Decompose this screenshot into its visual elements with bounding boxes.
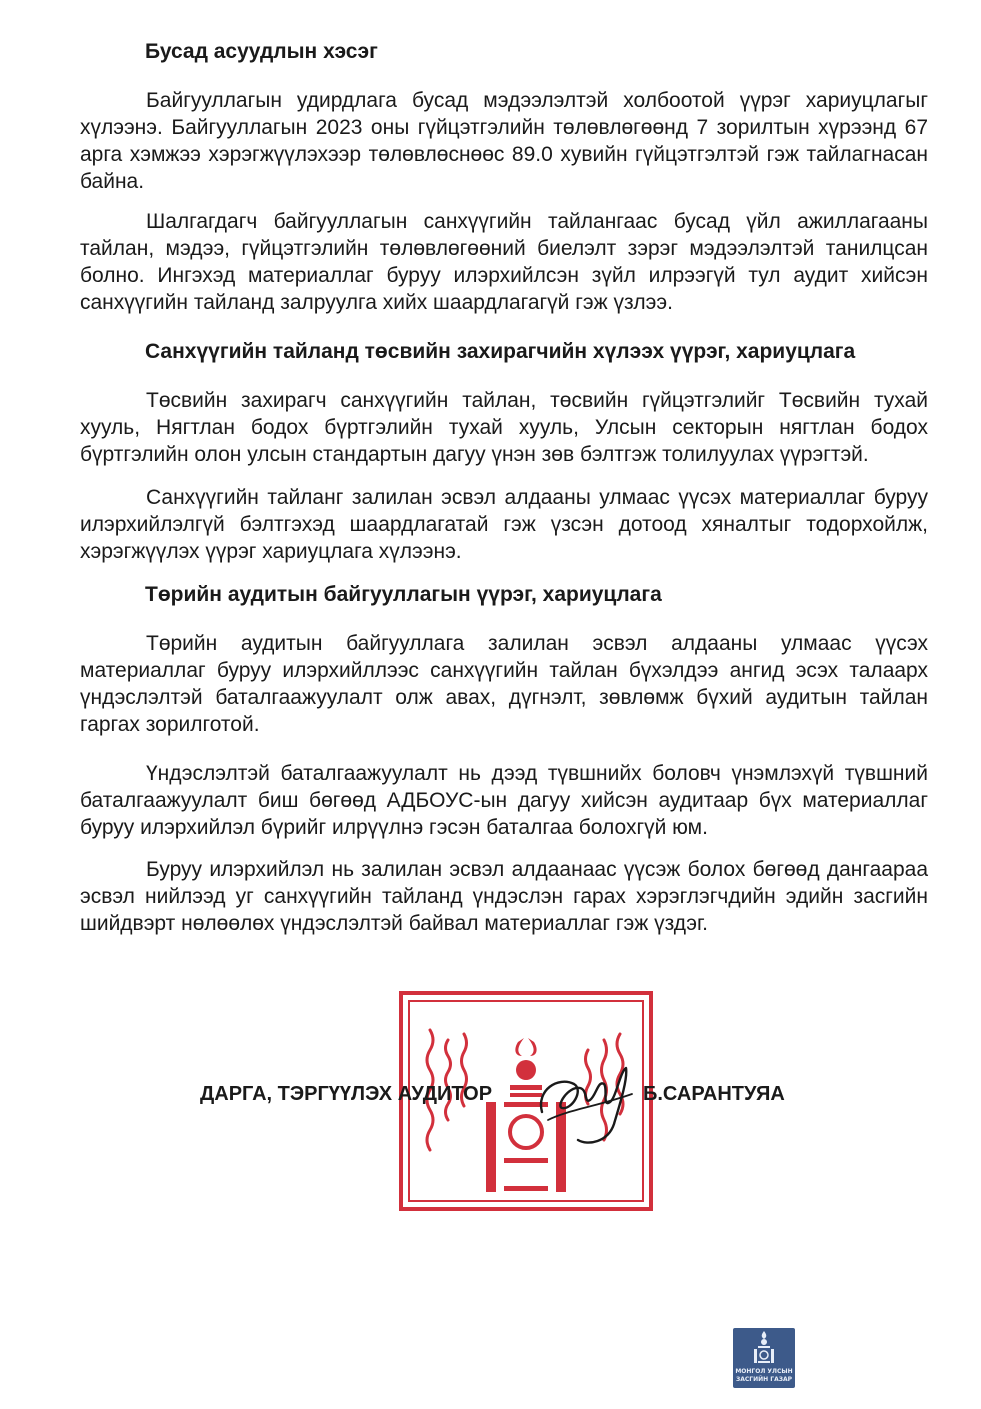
paragraph: Буруу илэрхийлэл нь залилан эсвэл алдаанаас үүсэж болох бөгөөд дангаараа эсвэл нийлээд уг санхүүгийн тайланд үндэслэн гарах хэрэглэгчдийн эдийн засгийн шийдвэрт нөлөөлөх үндэслэлтэй байвал материаллаг гэж үздэг. xyxy=(80,858,928,935)
signature-block xyxy=(200,1083,820,1113)
logo-text-line1: МОНГОЛ УЛСЫН xyxy=(735,1368,793,1375)
handwritten-signature xyxy=(528,1050,648,1150)
government-logo xyxy=(733,1328,795,1388)
signatory-title: ДАРГА, ТЭРГҮҮЛЭХ АУДИТОР xyxy=(200,1083,493,1105)
logo-text-line2: ЗАСГИЙН ГАЗАР xyxy=(735,1376,793,1383)
paragraph: Шалгагдагч байгууллагын санхүүгийн тайлангаас бусад үйл ажиллагааны тайлан, мэдээ, гүйцэтгэлийн төлөвлөгөөний биелэлт зэрэг мэдээлэлтэй танилцсан болно. Ингэхэд материаллаг буруу илэрхийлсэн зүйл илрээгүй тул аудит хийсэн санхүүгийн тайланд залруулга хийх шаардлагагүй гэж үзлээ. xyxy=(80,210,928,314)
paragraph: Байгууллагын удирдлага бусад мэдээлэлтэй холбоотой үүрэг хариуцлагыг хүлээнэ. Байгууллагын 2023 оны гүйцэтгэлийн төлөвлөгөөнд 7 зорилтын хүрээнд 67 арга хэмжээ хэрэгжүүлэхээр төлөвлөснөөс 89.0 хувийн гүйцэтгэлтэй гэж тайлагнасан байна. xyxy=(80,89,928,193)
paragraph: Төрийн аудитын байгууллага залилан эсвэл алдааны улмаас үүсэх материаллаг буруу илэрхийллээс санхүүгийн тайлан бүхэлдээ ангид эсэх талаарх үндэслэлтэй баталгаажуулалт олж авах, дүгнэлт, зөвлөмж бүхий аудитын тайлан гаргах зорилготой. xyxy=(80,632,928,736)
paragraph: Үндэслэлтэй баталгаажуулалт нь дээд түвшнийх боловч үнэмлэхүй түвшний баталгаажуулалт биш бөгөөд АДБОУС-ын дагуу хийсэн аудитаар бүх материаллаг буруу илэрхийлэл бүрийг илрүүлнэ гэсэн баталгаа болохгүй юм. xyxy=(80,762,928,839)
paragraph: Санхүүгийн тайланг залилан эсвэл алдааны улмаас үүсэх материаллаг буруу илэрхийлэлгүй бэлтгэхэд шаардлагатай гэж үзсэн дотоод хяналтыг тодорхойлж, хэрэгжүүлэх үүрэг хариуцлага хүлээнэ. xyxy=(80,486,928,563)
section-heading-budget-governor: Санхүүгийн тайланд төсвийн захирагчийн хүлээх үүрэг, хариуцлага xyxy=(145,340,856,363)
paragraph: Төсвийн захирагч санхүүгийн тайлан, төсвийн гүйцэтгэлийг Төсвийн тухай хууль, Нягтлан бодох бүртгэлийн тухай хууль, Улсын секторын нягтлан бодох бүртгэлийн олон улсын стандартын дагуу үнэн зөв бэлтгэж толилуулах үүрэгтэй. xyxy=(80,389,928,466)
section-heading-audit-org: Төрийн аудитын байгууллагын үүрэг, хариуцлага xyxy=(145,583,662,606)
section-heading-other-matters: Бусад асуудлын хэсэг xyxy=(145,40,378,63)
soyombo-logo-icon xyxy=(750,1330,778,1364)
signatory-name: Б.САРАНТУЯА xyxy=(643,1083,785,1105)
